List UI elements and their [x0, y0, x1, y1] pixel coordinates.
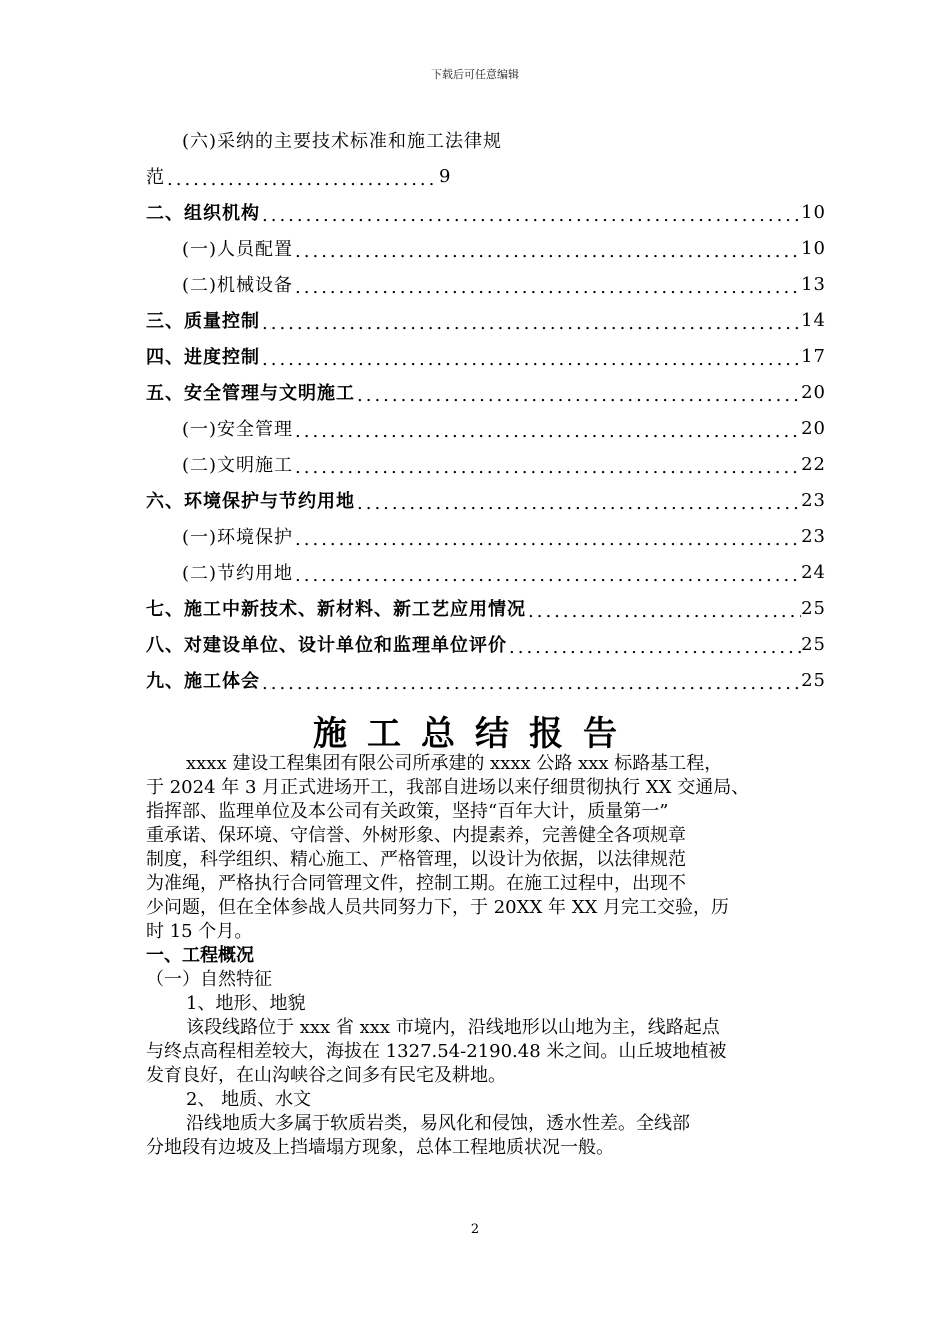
- toc-leader-dots: [293, 457, 801, 478]
- section-heading: 一、工程概况: [146, 945, 254, 966]
- toc-label: (二)机械设备: [182, 275, 294, 296]
- toc-page-number: 10: [801, 201, 826, 223]
- toc-entry[interactable]: [146, 266, 826, 302]
- toc-entry-6-line2[interactable]: [146, 158, 826, 194]
- table-of-contents: [146, 122, 826, 698]
- toc-label: (一)安全管理: [182, 419, 294, 440]
- toc-label: 三、质量控制: [146, 311, 260, 332]
- intro-line: xxxx 建设工程集团有限公司所承建的 xxxx 公路 xxx 标路基工程，: [186, 753, 723, 774]
- toc-leader-dots: [507, 637, 801, 658]
- toc-leader-dots: [526, 601, 801, 622]
- intro-line: 少问题，但在全体参战人员共同努力下，于 20XX 年 XX 月完工交验，历: [146, 897, 730, 918]
- intro-line: 指挥部、监理单位及本公司有关政策，坚持“百年大计，质量第一”: [146, 801, 669, 822]
- toc-leader-dots: [293, 277, 801, 298]
- toc-page-number: 25: [801, 669, 826, 691]
- item-title: 1、地形、地貌: [186, 993, 306, 1014]
- toc-leader-dots: [260, 205, 801, 226]
- toc-page-number: 13: [801, 273, 826, 295]
- toc-entry[interactable]: [146, 230, 826, 266]
- toc-leader-dots: [293, 421, 801, 442]
- page-number: 2: [470, 1222, 480, 1237]
- toc-label: 五、安全管理与文明施工: [146, 383, 355, 404]
- toc-entry-6-line1[interactable]: [146, 122, 826, 158]
- toc-page-number: 25: [801, 633, 826, 655]
- toc-page-number: 25: [801, 597, 826, 619]
- item-title: 2、 地质、水文: [186, 1089, 312, 1110]
- item-line: 该段线路位于 xxx 省 xxx 市境内，沿线地形以山地为主，线路起点: [186, 1017, 720, 1038]
- toc-label: 二、组织机构: [146, 203, 260, 224]
- toc-entry[interactable]: [146, 374, 826, 410]
- toc-label: 七、施工中新技术、新材料、新工艺应用情况: [146, 599, 526, 620]
- toc-label: (一)环境保护: [182, 527, 294, 548]
- toc-entry[interactable]: [146, 410, 826, 446]
- toc-entry[interactable]: [146, 302, 826, 338]
- toc-page-number: 17: [801, 345, 826, 367]
- toc-page-number: 20: [801, 417, 826, 439]
- toc-page-number: 24: [801, 561, 826, 583]
- toc-label: 六、环境保护与节约用地: [146, 491, 355, 512]
- toc-entry[interactable]: [146, 194, 826, 230]
- toc-label: 范: [146, 167, 165, 188]
- toc-leader-dots: [293, 529, 801, 550]
- toc-label: (二)节约用地: [182, 563, 294, 584]
- toc-label: 九、施工体会: [146, 671, 260, 692]
- toc-leader-dots: [260, 673, 801, 694]
- toc-label: (二)文明施工: [182, 455, 294, 476]
- toc-entry[interactable]: [146, 662, 826, 698]
- toc-leader-dots: [293, 241, 801, 262]
- toc-entry[interactable]: [146, 554, 826, 590]
- report-body: [146, 752, 836, 1160]
- toc-label: (六)采纳的主要技术标准和施工法律规: [182, 131, 503, 152]
- toc-leader-dots: [260, 349, 801, 370]
- toc-label: 四、进度控制: [146, 347, 260, 368]
- toc-page-number: 14: [801, 309, 826, 331]
- toc-leader-dots: [293, 565, 801, 586]
- toc-entry[interactable]: [146, 590, 826, 626]
- item-line: 沿线地质大多属于软质岩类，易风化和侵蚀，透水性差。全线部: [186, 1113, 690, 1134]
- toc-page-number: 20: [801, 381, 826, 403]
- toc-entry[interactable]: [146, 626, 826, 662]
- toc-page-number: 23: [801, 489, 826, 511]
- toc-page-number: 23: [801, 525, 826, 547]
- intro-line: 时 15 个月。: [146, 921, 253, 942]
- toc-leader-dots: [165, 169, 439, 190]
- item-line: 与终点高程相差较大，海拔在 1327.54-2190.48 米之间。山丘坡地植被: [146, 1041, 727, 1062]
- toc-label: (一)人员配置: [182, 239, 294, 260]
- toc-leader-dots: [355, 385, 801, 406]
- report-title: 施工总结报告: [313, 714, 637, 754]
- intro-line: 制度，科学组织、精心施工、严格管理，以设计为依据，以法律规范: [146, 849, 686, 870]
- item-line: 发育良好，在山沟峡谷之间多有民宅及耕地。: [146, 1065, 506, 1086]
- subsection-heading: （一）自然特征: [146, 969, 272, 990]
- toc-entry[interactable]: [146, 482, 826, 518]
- intro-line: 重承诺、保环境、守信誉、外树形象、内提素养，完善健全各项规章: [146, 825, 686, 846]
- toc-entry[interactable]: [146, 338, 826, 374]
- toc-page-number: 10: [801, 237, 826, 259]
- intro-line: 为准绳，严格执行合同管理文件，控制工期。在施工过程中，出现不: [146, 873, 686, 894]
- toc-leader-dots: [355, 493, 801, 514]
- item-line: 分地段有边坡及上挡墙塌方现象，总体工程地质状况一般。: [146, 1137, 614, 1158]
- intro-line: 于 2024 年 3 月正式进场开工，我部自进场以来仔细贯彻执行 XX 交通局、: [146, 777, 750, 798]
- toc-label: 八、对建设单位、设计单位和监理单位评价: [146, 635, 507, 656]
- header-note: 下载后可任意编辑: [431, 68, 519, 81]
- toc-page-number: 9: [439, 165, 452, 187]
- toc-entry[interactable]: [146, 518, 826, 554]
- toc-leader-dots: [260, 313, 801, 334]
- toc-entry[interactable]: [146, 446, 826, 482]
- toc-page-number: 22: [801, 453, 826, 475]
